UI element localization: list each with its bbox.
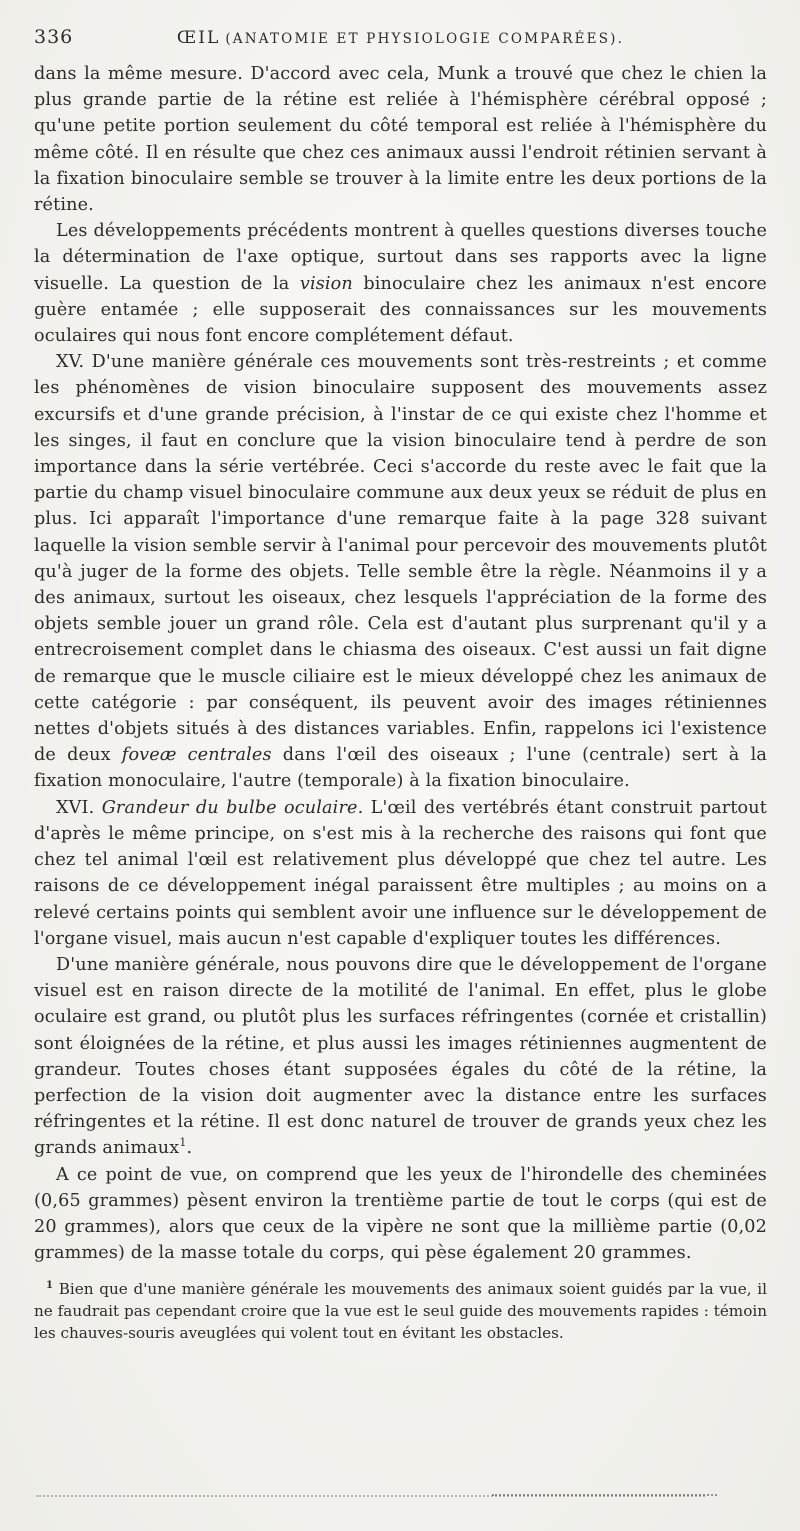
text-segment: XV. D'une manière générale ces mouvements sont très-restreints ; et comme les phénomènes de vision binoculaire supposent des mouvements assez excursifs et d'une grande précision, à l'instar de ce qui existe chez l'homme et les singes, il faut en conclure que la vision binoculaire tend à perdre de son importance dans la série vertébrée. Ceci s'accorde du reste avec le fait que la partie du champ visuel binoculaire commune aux deux yeux se réduit de plus en plus. Ici apparaît l'importance d'une remarque faite à la page 328 suivant laquelle la vision semble servir à l'animal pour percevoir des mouvements plutôt qu'à juger de la forme des objets. Telle semble être la règle. Néanmoins il y a des animaux, surtout les oiseaux, chez lesquels l'appréciation de la forme des objets semble jouer un grand rôle. Cela est d'autant plus surprenant qu'il y a entrecroisement complet dans le chiasma des oiseaux. C'est aussi un fait digne de remarque que le muscle ciliaire est le mieux développé chez les animaux de cette catégorie : par conséquent, ils peuvent avoir des images rétiniennes nettes d'objets situés à des distances variables. Enfin, rappelons ici l'existence de deux [34,352,767,766]
text-block [34,61,767,1266]
footnote-section [34,1279,767,1344]
text-segment: D'une manière générale, nous pouvons dire que le développement de l'organe visuel est en raison directe de la motilité de l'animal. En effet, plus le globe oculaire est grand, ou plutôt plus les surfaces réfringentes (cornée et cristallin) sont éloignées de la rétine, et plus aussi les images rétiniennes augmentent de grandeur. Toutes choses étant supposées égales du côté de la rétine, la perfection de la vision doit augmenter avec la distance entre les surfaces réfringentes et la rétine. Il est donc naturel de trouver de grands yeux chez les grands animaux [34,954,767,1159]
italic-text-segment: Grandeur du bulbe oculaire. [101,797,364,818]
italic-text-segment: vision [299,273,353,294]
page-number: 336 [34,26,74,48]
running-title [104,28,767,48]
paragraph [34,349,767,794]
italic-text-segment: foveæ centrales [121,745,272,766]
footnote-ref: 1 [179,1136,187,1150]
paragraph [34,218,767,349]
paragraph [34,61,767,218]
text-segment: L'œil des vertébrés étant construit partout d'après le même principe, on s'est mis à la recherche des raisons qui font que chez tel animal l'œil est relativement plus développé que chez tel autre. Les raisons de ce développement inégal paraissent être multiples ; au moins on a relevé certains points qui semblent avoir une influence sur le développement de l'organe visuel, mais aucun n'est capable d'expliquer toutes les différences. [34,797,767,949]
text-segment: binoculaire chez les animaux n'est encore guère entamée ; elle supposerait des connaissances sur les mouvements oculaires qui nous font encore complétement défaut. [34,273,767,347]
scan-artifact-dots-dark [492,1494,717,1496]
paragraph [34,795,767,952]
footnote [34,1279,767,1344]
text-segment: XVI. [56,797,102,818]
paragraph [34,1162,767,1267]
text-segment: dans la même mesure. D'accord avec cela, Munk a trouvé que chez le chien la plus grande partie de la rétine est reliée à l'hémisphère cérébral opposé ; qu'une petite portion seulement du côté temporal est reliée à l'hémisphère du même côté. Il en résulte que chez ces animaux aussi l'endroit rétinien servant à la fixation binoculaire semble se trouver à la limite entre les deux portions de la rétine. [34,64,767,216]
text-segment: Bien que d'une manière générale les mouvements des animaux soient guidés par la vue, il ne faudrait pas cependant croire que la vue est le seul guide des mouvements rapides : témoin les chauves-souris aveuglées qui volent tout en évitant les obstacles. [34,1280,767,1342]
text-segment: dans l'œil des oiseaux ; l'une (centrale) sert à la fixation monoculaire, l'autre (temporale) à la fixation binoculaire. [34,745,767,792]
text-segment: Les développements précédents montrent à quelles questions diverses touche la détermination de l'axe optique, surtout dans ses rapports avec la ligne visuelle. La question de la [34,221,767,294]
text-segment: . [186,1138,193,1159]
running-title-paren: (ANATOMIE ET PHYSIOLOGIE COMPARÉES). [225,31,625,47]
footnote-ref: 1 [46,1280,53,1292]
text-segment: A ce point de vue, on comprend que les yeux de l'hirondelle des cheminées (0,65 grammes) pèsent environ la trentième partie de tout le corps (qui est de 20 grammes), alors que ceux de la vipère ne sont que la millième partie (0,02 grammes) de la masse totale du corps, qui pèse également 20 grammes. [34,1164,767,1264]
page-header [34,26,767,48]
paragraph [34,952,767,1162]
running-title-word: ŒIL [176,28,221,48]
